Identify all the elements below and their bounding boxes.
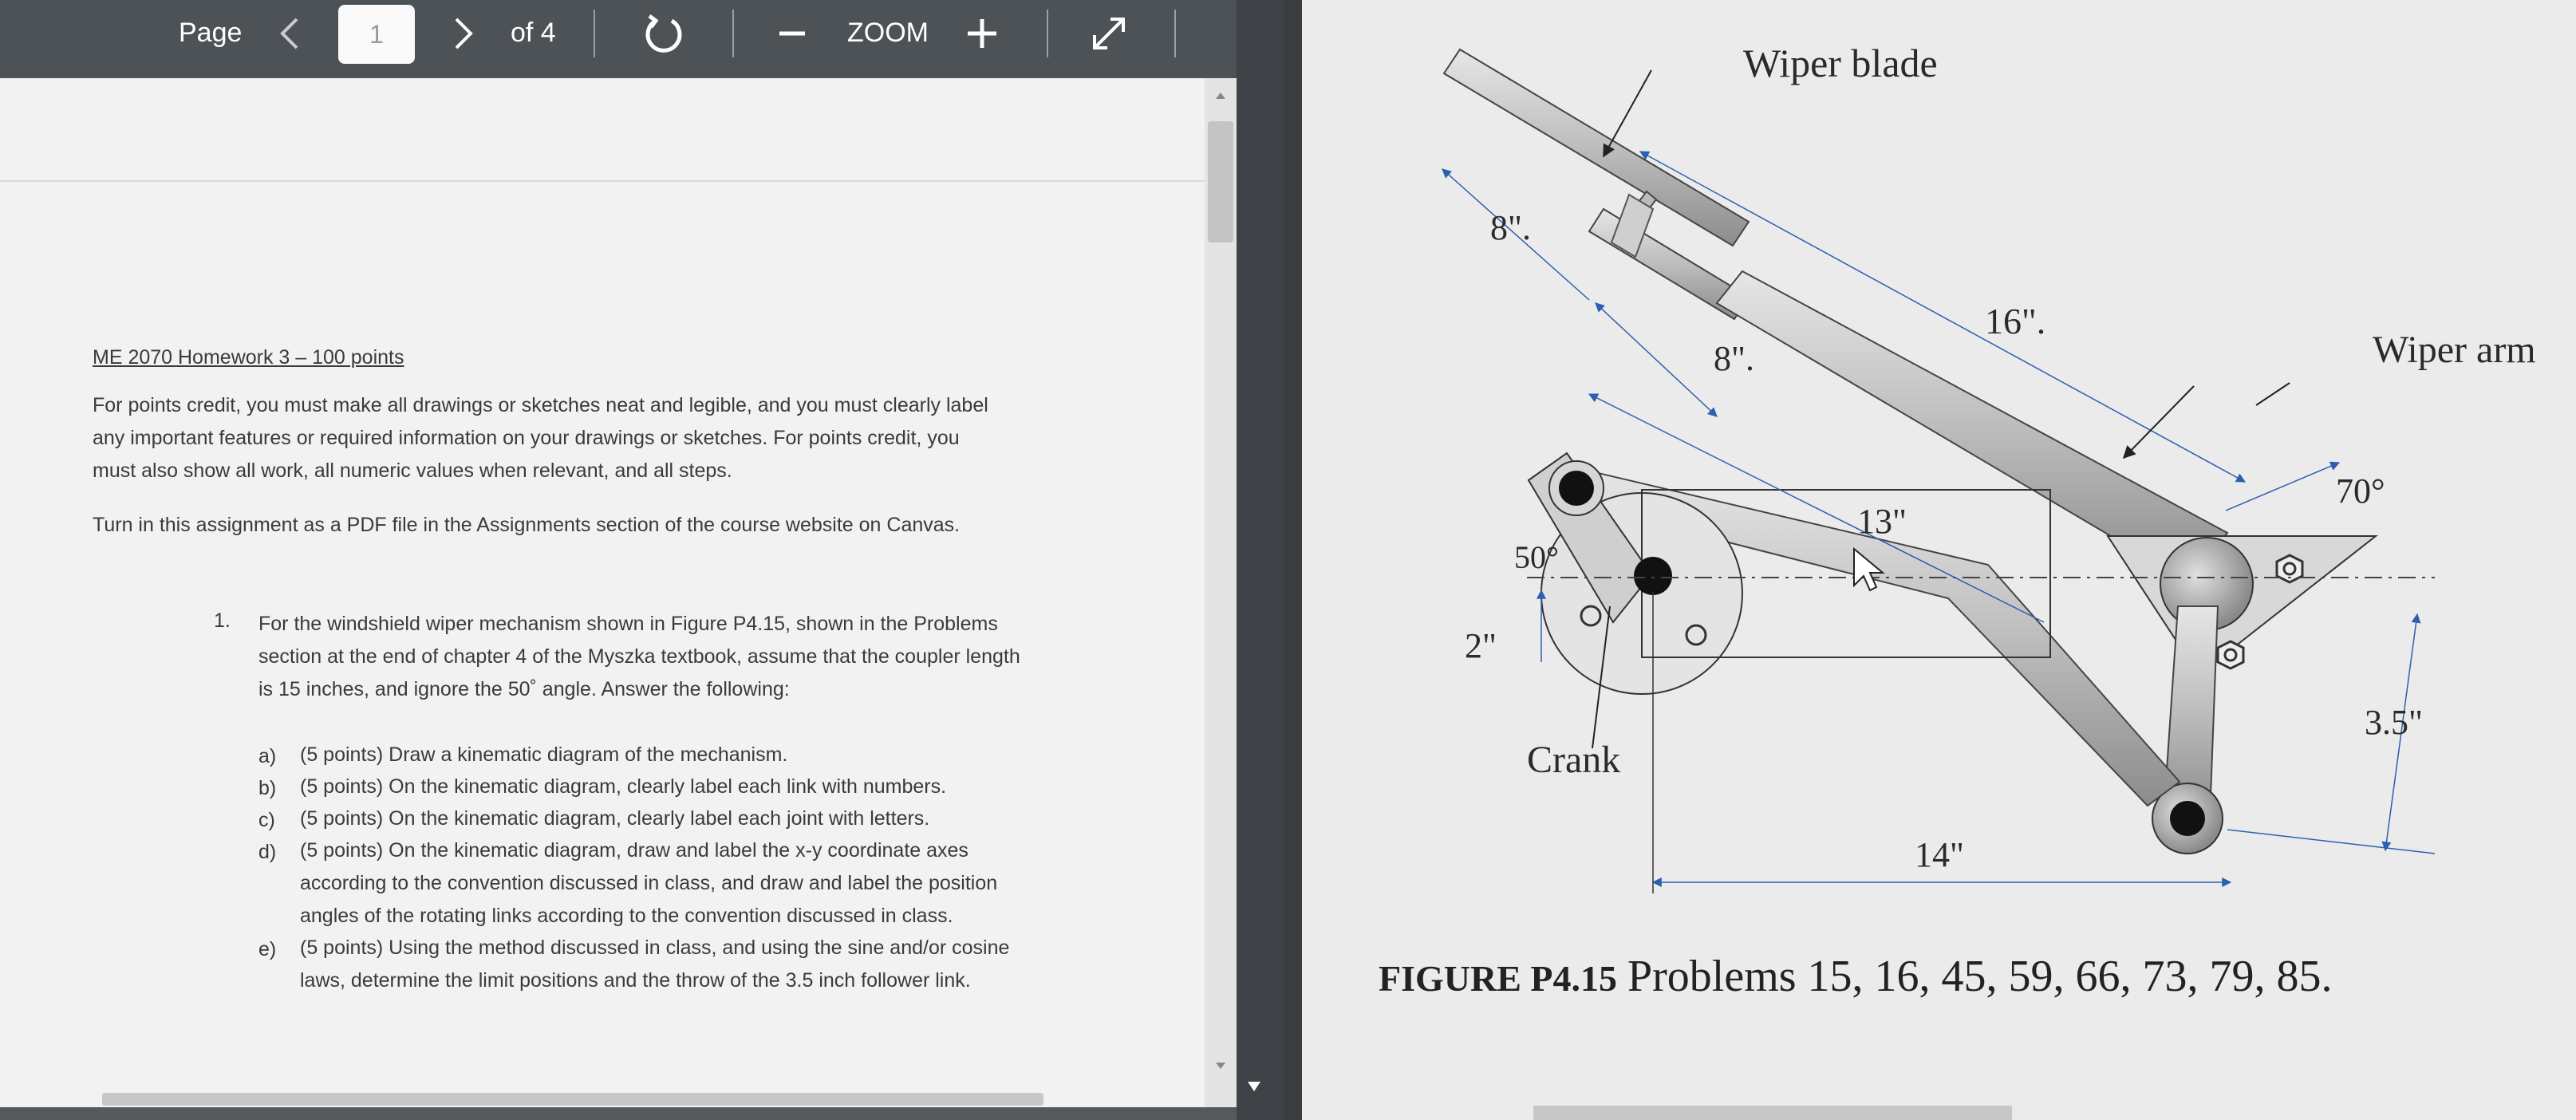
page-divider-line [0, 180, 1205, 182]
zoom-label: ZOOM [847, 18, 929, 48]
dim-14: 14" [1915, 835, 1964, 874]
bottom-scroll-strip [0, 1107, 1284, 1120]
submission-instructions: Turn in this assignment as a PDF file in the Assignments section of the course website on Canvas. [93, 514, 961, 536]
intro-paragraph [93, 389, 988, 487]
previous-page-icon[interactable] [270, 0, 310, 67]
zoom-in-icon[interactable] [962, 0, 1002, 67]
toolbar-divider [1174, 10, 1176, 57]
part-d-line: angles of the rotating links according to the convention discussed in class. [300, 905, 953, 927]
dim-13: 13" [1857, 502, 1907, 541]
follower-joint [2170, 801, 2205, 836]
wiper-blade [1444, 49, 1749, 319]
zoom-out-icon[interactable] [772, 0, 812, 67]
question-line: section at the end of chapter 4 of the Myszka textbook, assume that the coupler length [258, 645, 1020, 668]
page-label: Page [179, 18, 243, 48]
part-d-text [300, 834, 997, 933]
scroll-up-icon[interactable] [1214, 91, 1227, 101]
pane-divider[interactable] [1237, 0, 1284, 1120]
wiper-arm-label: Wiper arm [2373, 329, 2536, 371]
part-letter: e) [258, 938, 277, 960]
homework-title: ME 2070 Homework 3 – 100 points [93, 346, 404, 369]
dim-16: 16". [1985, 301, 2046, 341]
next-page-icon[interactable] [444, 0, 483, 67]
pdf-viewer-pane [0, 0, 1237, 1120]
page-total: of 4 [511, 18, 556, 48]
intro-line: any important features or required information on your drawings or sketches. For points credit, you [93, 427, 960, 449]
fullscreen-icon[interactable] [1087, 0, 1131, 67]
vertical-scroll-thumb[interactable] [1208, 121, 1233, 243]
intro-line: must also show all work, all numeric values when relevant, and all steps. [93, 459, 732, 482]
crank-pin [1559, 471, 1594, 506]
dim-3-5: 3.5" [2365, 703, 2423, 742]
wiper-blade-label: Wiper blade [1743, 41, 1938, 85]
toolbar-divider [732, 10, 734, 57]
figure-image-pane [1302, 0, 2576, 1120]
figure-caption-id: FIGURE P4.15 [1379, 958, 1617, 999]
part-letter: b) [258, 777, 277, 799]
viewer-toolbar [0, 0, 1237, 78]
horizontal-scroll-thumb[interactable] [1533, 1106, 2012, 1120]
part-letter: c) [258, 809, 275, 831]
part-letter: a) [258, 745, 277, 767]
question-line: For the windshield wiper mechanism shown in Figure P4.15, shown in the Problems [258, 613, 998, 635]
question-text [258, 608, 1020, 706]
dim-2: 2" [1465, 626, 1497, 665]
angle-70: 70° [2336, 471, 2385, 511]
toolbar-divider [1047, 10, 1048, 57]
intro-line: For points credit, you must make all drawings or sketches neat and legible, and you must clearly label [93, 394, 988, 416]
crank-label: Crank [1527, 739, 1621, 781]
scroll-down-icon[interactable] [1246, 1080, 1262, 1093]
horizontal-scroll-thumb[interactable] [102, 1093, 1043, 1106]
part-d-line: according to the convention discussed in class, and draw and label the position [300, 872, 998, 894]
toolbar-divider [594, 10, 595, 57]
dim-8-upper: 8". [1490, 208, 1531, 247]
rotate-icon[interactable] [638, 0, 689, 67]
pivot-plate [2108, 536, 2376, 675]
question-number: 1. [214, 609, 231, 632]
scroll-down-icon[interactable] [1214, 1061, 1227, 1071]
part-letter: d) [258, 841, 277, 863]
angle-50: 50° [1514, 539, 1559, 575]
figure-caption-text: Problems 15, 16, 45, 59, 66, 73, 79, 85. [1627, 952, 2333, 1001]
part-e-line: (5 points) Using the method discussed in class, and using the sine and/or cosine [300, 937, 1010, 959]
question-line: is 15 inches, and ignore the 50˚ angle. Answer the following: [258, 678, 790, 700]
part-e-line: laws, determine the limit positions and the throw of the 3.5 inch follower link. [300, 969, 971, 992]
part-b-text: (5 points) On the kinematic diagram, clearly label each link with numbers. [300, 775, 947, 798]
part-c-text: (5 points) On the kinematic diagram, clearly label each joint with letters. [300, 807, 930, 830]
part-d-line: (5 points) On the kinematic diagram, draw and label the x-y coordinate axes [300, 839, 968, 862]
part-e-text [300, 932, 1009, 997]
document-page [0, 78, 1205, 1107]
dim-8-lower: 8". [1714, 339, 1754, 378]
crank-pivot [1634, 557, 1672, 595]
part-a-text: (5 points) Draw a kinematic diagram of the mechanism. [300, 743, 788, 766]
page-number-input[interactable] [338, 5, 415, 64]
